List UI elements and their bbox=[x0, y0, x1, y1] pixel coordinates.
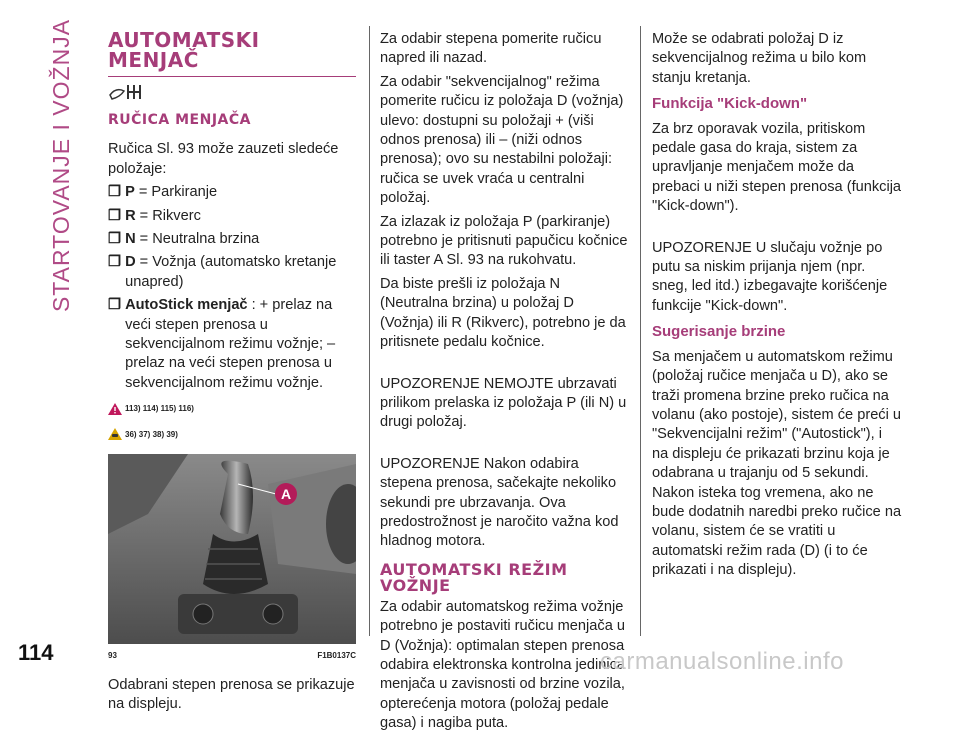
paragraph: Za odabir automatskog režima vožnje potrebno je postaviti ručicu menjača u D (Vožnja): optimalan stepen prenosa odabira elektronska kontrolna jedinica menjača u zavisnosti od brzine vozila, opterećenja motora (položaj pedale gasa) i nagiba puta. bbox=[380, 598, 626, 732]
kickdown-heading: Funkcija "Kick-down" bbox=[652, 95, 808, 113]
bullet-mark: ❒ bbox=[108, 207, 122, 224]
position-text: = Rikverc bbox=[139, 207, 201, 224]
chapter-tab bbox=[42, 20, 82, 310]
warning-paragraph: UPOZORENJE U slučaju vožnje po putu sa niskim prijanja njem (npr. sneg, led itd.) izbegavajte korišćenje funkcije "Kick-down". bbox=[652, 239, 888, 314]
position-key: R bbox=[125, 207, 136, 224]
bullet-mark: ❒ bbox=[108, 297, 122, 314]
bullet-mark: ❒ bbox=[108, 184, 122, 201]
bullet-mark: ❒ bbox=[108, 254, 122, 271]
position-key: D bbox=[125, 254, 136, 271]
warning-paragraph: UPOZORENJE Nakon odabira stepena prenosa, sačekajte nekoliko sekundi pre ubrzavanja. Ova predostrožnost je naročito važna kod hladnog motora. bbox=[380, 455, 619, 550]
position-text: : + prelaz na veći stepen prenosa u sekvencijalnom režimu vožnje; – prelaz na veći stepen prenosa u sekvencijalnom režimu vožnje. bbox=[125, 297, 336, 391]
gear-lever-figure bbox=[108, 454, 356, 644]
chapter-tab-label: STARTOVANJE I VOŽNJA bbox=[48, 18, 75, 312]
page-number: 114 bbox=[18, 640, 54, 665]
watermark: carmanualsonline.info bbox=[600, 648, 844, 675]
figure-number: 93 bbox=[108, 651, 117, 661]
gearbox-icon-row bbox=[108, 81, 356, 103]
position-key: AutoStick menjač bbox=[125, 297, 248, 314]
column-2 bbox=[380, 30, 628, 738]
position-text: = Parkiranje bbox=[138, 184, 218, 201]
column-divider bbox=[640, 26, 641, 636]
warning-refs-text: 113) 114) 115) 116) bbox=[125, 404, 194, 414]
gear-suggestion-heading: Sugerisanje brzine bbox=[652, 323, 786, 341]
position-text: = Vožnja (automatsko kretanje unapred) bbox=[125, 254, 337, 290]
paragraph: Da biste prešli iz položaja N (Neutralna brzina) u položaj D (Vožnja) ili R (Rikverc), potrebno je da pritisnete pedalu kočnice. bbox=[380, 275, 626, 351]
warning-paragraph: UPOZORENJE NEMOJTE ubrzavati prilikom prelaska iz položaja P (ili N) u drugi položaj. bbox=[380, 375, 627, 431]
figure-code: F1B0137C bbox=[317, 651, 356, 661]
paragraph: Za odabir "sekvencijalnog" režima pomerite ručicu iz položaja D (vožnja) ulevo: dostupni su položaji + (viši odnos prenosa) ili – (niži odnos prenosa); ovo su nestabilni položaji: ručica se uvek vraća u centralni položaj. bbox=[380, 73, 624, 207]
warning-refs bbox=[108, 399, 356, 418]
section-title: AUTOMATSKI MENJAČ bbox=[108, 30, 356, 77]
bullet-mark: ❒ bbox=[108, 231, 122, 248]
position-text: = Neutralna brzina bbox=[139, 231, 260, 248]
caution-refs-text: 36) 37) 38) 39) bbox=[125, 429, 178, 439]
paragraph: Za odabir stepena pomerite ručicu napred ili nazad. bbox=[380, 31, 602, 67]
column-1 bbox=[108, 30, 356, 718]
caution-refs bbox=[108, 425, 356, 444]
gear-lever-photo bbox=[108, 454, 356, 644]
position-item bbox=[108, 296, 356, 393]
position-item bbox=[108, 230, 356, 249]
paragraph: Za izlazak iz položaja P (parkiranje) potrebno je pritisnuti papučicu kočnice ili taster A Sl. 93 na rukohvatu. bbox=[380, 213, 628, 269]
position-key: P bbox=[125, 184, 135, 201]
warning-triangle-icon bbox=[108, 403, 122, 415]
intro-text: Ručica Sl. 93 može zauzeti sledeće položaje: bbox=[108, 141, 339, 177]
position-key: N bbox=[125, 231, 136, 248]
paragraph: Sa menjačem u automatskom režimu (položaj ručice menjača u D), ako se traži promena brzine preko ručica na volanu (ako postoje), sistem će preći u "Sekvencijalni režim" ("Autostick"), i na displeju će prikazati brzinu koja je odabrana u trajanju od 5 sekundi. Nakon isteka tog vremena, ako ne bude dodatnih naredbi preko ručice na volanu, sistem će se vratiti u automatski režim rada (D) (i to će prikazati i na displeju). bbox=[652, 348, 902, 579]
position-item bbox=[108, 207, 356, 226]
column-divider bbox=[369, 26, 370, 636]
position-item bbox=[108, 183, 356, 202]
caution-car-icon bbox=[108, 428, 122, 440]
paragraph: Za brz oporavak vozila, pritiskom pedale gasa do kraja, sistem za upravljanje menjačem može da prebaci u niži stepen prenosa (funkcija "Kick-down"). bbox=[652, 120, 902, 215]
paragraph: Može se odabrati položaj D iz sekvencijalnog režima u bilo kom stanju kretanja. bbox=[652, 31, 867, 86]
figure-caption bbox=[108, 646, 356, 665]
subsection-title: RUČICA MENJAČA bbox=[108, 112, 251, 128]
section-heading: AUTOMATSKI REŽIM VOŽNJE bbox=[380, 559, 568, 595]
outro-text: Odabrani stepen prenosa se prikazuje na displeju. bbox=[108, 676, 355, 712]
figure-label-a: A bbox=[280, 486, 292, 503]
position-item bbox=[108, 253, 356, 292]
column-3 bbox=[652, 30, 902, 585]
automatic-transmission-icon bbox=[108, 81, 148, 103]
